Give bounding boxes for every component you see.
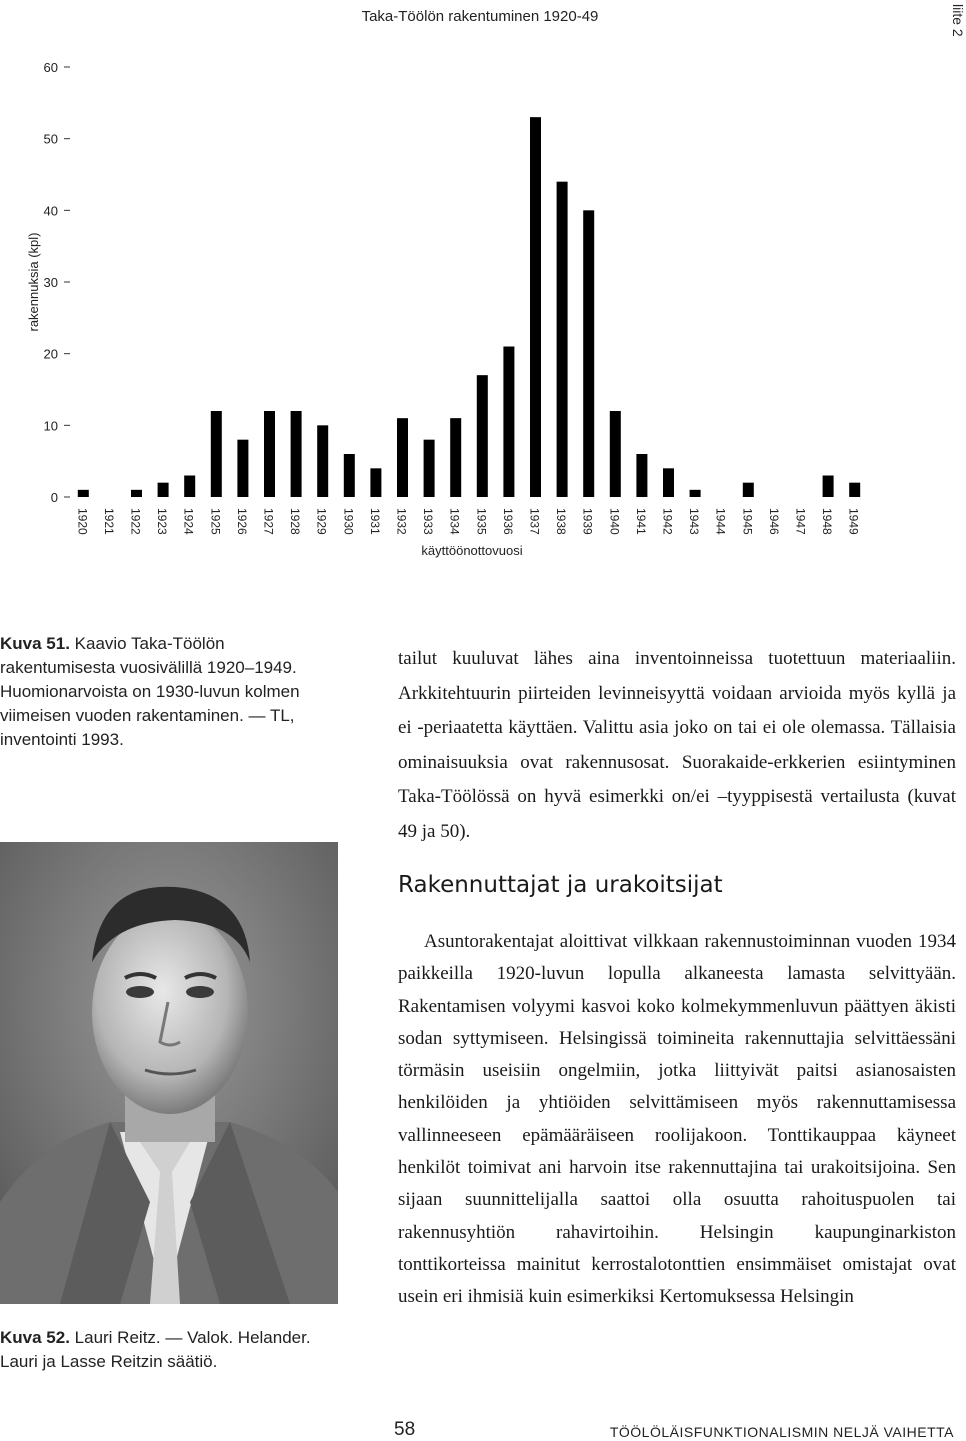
x-tick-label-1944: 1944 xyxy=(713,508,728,535)
bar-1930 xyxy=(344,454,355,497)
appendix-label: liite 2 xyxy=(950,4,966,37)
figure-52-label: Kuva 52. xyxy=(0,1328,70,1347)
y-tick-label: 60 xyxy=(43,60,58,75)
y-tick-label: 10 xyxy=(43,418,58,434)
x-tick-label-1926: 1926 xyxy=(234,508,249,535)
x-tick-label-1941: 1941 xyxy=(633,508,648,535)
x-tick-label-1929: 1929 xyxy=(314,508,329,535)
chart-title: Taka-Töölön rakentuminen 1920-49 xyxy=(361,8,599,25)
x-tick-label-1942: 1942 xyxy=(660,508,675,535)
x-tick-label-1949: 1949 xyxy=(846,508,861,535)
x-tick-labels xyxy=(75,508,860,535)
y-tick-label: 40 xyxy=(43,203,58,219)
x-tick-label-1931: 1931 xyxy=(367,508,382,535)
running-footer-title: TÖÖLÖLÄISFUNKTIONALISMIN NELJÄ VAIHETTA xyxy=(609,1424,954,1440)
bar-1927 xyxy=(264,411,275,497)
x-tick-label-1930: 1930 xyxy=(341,508,356,535)
bar-1929 xyxy=(317,425,328,497)
x-tick-label-1922: 1922 xyxy=(128,508,143,535)
y-axis-label: rakennuksia (kpl) xyxy=(26,232,41,332)
x-tick-label-1938: 1938 xyxy=(554,508,569,535)
bar-1948 xyxy=(823,476,834,498)
bar-1924 xyxy=(184,476,195,498)
body-paragraph-1 xyxy=(398,642,956,849)
y-tick-label: 20 xyxy=(43,346,58,362)
x-tick-label-1948: 1948 xyxy=(820,508,835,535)
bar-1925 xyxy=(211,411,222,497)
bar-1942 xyxy=(663,468,674,497)
portrait-illustration xyxy=(0,842,338,1304)
x-tick-label-1933: 1933 xyxy=(421,508,436,535)
figure-51-caption xyxy=(0,632,340,752)
bar-1938 xyxy=(557,182,568,497)
x-tick-label-1945: 1945 xyxy=(740,508,755,535)
page-number: 58 xyxy=(394,1419,416,1440)
x-tick-label-1946: 1946 xyxy=(766,508,781,535)
bar-1923 xyxy=(158,483,169,497)
x-tick-label-1936: 1936 xyxy=(500,508,515,535)
x-tick-label-1932: 1932 xyxy=(394,508,409,535)
x-tick-label-1921: 1921 xyxy=(101,508,116,535)
y-tick-label: 50 xyxy=(43,131,58,147)
bar-1931 xyxy=(370,468,381,497)
figure-51-text: Kaavio Taka-Töölön rakentumisesta vuosivälillä 1920–1949. Huomionarvoista on 1930-luvun kolmen viimeisen vuoden rakentaminen. — TL, inventointi 1993. xyxy=(0,634,300,749)
x-tick-label-1947: 1947 xyxy=(793,508,808,535)
bar-1933 xyxy=(424,440,435,497)
bar-1936 xyxy=(503,347,514,498)
bar-1937 xyxy=(530,117,541,497)
bars xyxy=(78,117,860,497)
x-tick-label-1943: 1943 xyxy=(687,508,702,535)
bar-chart xyxy=(0,0,960,580)
x-tick-label-1923: 1923 xyxy=(155,508,170,535)
section-heading: Rakennuttajat ja urakoitsijat xyxy=(398,872,723,898)
x-tick-label-1927: 1927 xyxy=(261,508,276,535)
x-tick-label-1924: 1924 xyxy=(181,508,196,535)
bar-1922 xyxy=(131,490,142,497)
bar-1949 xyxy=(849,483,860,497)
paragraph-2-text: Asuntorakentajat aloittivat vilkkaan rakennustoiminnan vuoden 1934 paikkeilla 1920-luvun lopulla alkaneesta lamasta selvittyään. Rakentamisen volyymi kasvoi koko kolmekymmenluvun päättyen äkisti sodan syttymiseen. Helsingissä toimineita rakennuttajia selvittäessäni törmäsin useisiin ongelmiin, jotka liittyivät paitsi asianosaisten henkilöiden ja yhtiöiden selvittämiseen myös rakennuttamisessa vallinneeseen epämääräiseen roolijakoon. Tonttikauppaa käyneet henkilöt toimivat ani harvoin itse rakennuttajina tai urakoitsijoina. Sen sijaan suunnittelijalla saattoi olla osuutta rahoituspuolen tai rakennusyhtiön rahavirtoihin. Helsingin kaupunginarkiston tonttikorteissa mainitut kerrostalotonttien ensimmäiset omistajat ovat usein eri ihmisiä kuin esimerkiksi Kertomuksessa Helsingin xyxy=(398,931,956,1308)
x-tick-label-1928: 1928 xyxy=(288,508,303,535)
y-axis xyxy=(44,60,70,505)
x-tick-label-1937: 1937 xyxy=(527,508,542,535)
figure-52-text: Lauri Reitz. — Valok. Helander. Lauri ja Lasse Reitzin säätiö. xyxy=(0,1328,311,1371)
bar-1940 xyxy=(610,411,621,497)
portrait-photo xyxy=(0,842,338,1304)
x-tick-label-1925: 1925 xyxy=(208,508,223,535)
bar-1941 xyxy=(636,454,647,497)
y-tick-label: 30 xyxy=(43,275,58,290)
figure-51-label: Kuva 51. xyxy=(0,634,70,653)
x-axis-label: käyttöönottovuosi xyxy=(421,543,523,558)
bar-1943 xyxy=(690,490,701,497)
x-tick-label-1934: 1934 xyxy=(447,508,462,535)
bar-1945 xyxy=(743,483,754,497)
bar-1934 xyxy=(450,418,461,497)
y-tick-label: 0 xyxy=(50,490,58,505)
figure-52-caption xyxy=(0,1326,340,1374)
x-tick-label-1935: 1935 xyxy=(474,508,489,535)
x-tick-label-1939: 1939 xyxy=(580,508,595,535)
bar-1920 xyxy=(78,490,89,497)
x-tick-label-1940: 1940 xyxy=(607,508,622,535)
body-paragraph-2 xyxy=(398,926,956,1314)
bar-1932 xyxy=(397,418,408,497)
bar-1928 xyxy=(291,411,302,497)
x-tick-label-1920: 1920 xyxy=(75,508,90,535)
bar-1935 xyxy=(477,375,488,497)
bar-1926 xyxy=(237,440,248,497)
paragraph-1-text: tailut kuuluvat lähes aina inventoinneissa tuotettuun materiaaliin. Arkkitehtuurin piirteiden levinneisyyttä voidaan arvioida myös kyllä ja ei -periaatetta käyttäen. Valittu asia joko on tai ei ole olemassa. Tällaisia ominaisuuksia ovat rakennusosat. Suorakaide-erkkerien esiintyminen Taka-Töölössä on hyvä esimerkki on/ei –tyyppisestä vertailusta (kuvat 49 ja 50). xyxy=(398,648,956,842)
bar-1939 xyxy=(583,210,594,497)
